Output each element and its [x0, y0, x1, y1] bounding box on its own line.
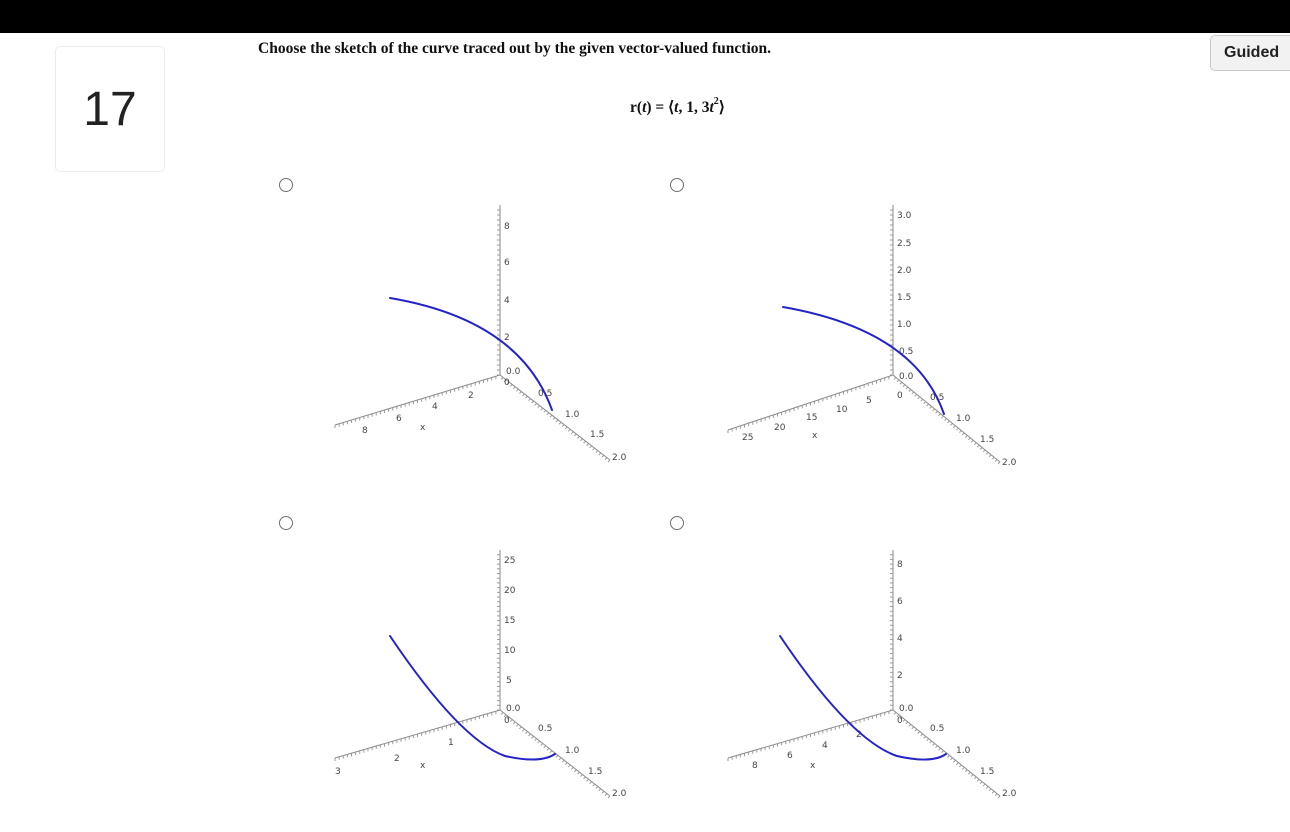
axis-tick-mark — [930, 741, 932, 743]
axis-tick-mark — [983, 450, 985, 452]
axis-tick-mark — [510, 720, 512, 722]
option-a-z-tick-4: 2 — [504, 333, 510, 343]
axis-tick-mark — [903, 720, 905, 722]
axis-tick-mark — [544, 746, 546, 748]
axis-tick-mark — [529, 734, 531, 736]
option-b-y-tick-3: 1.5 — [980, 435, 995, 445]
option-b-origin-label: 0.0 — [899, 372, 914, 382]
option-d-y-tick-4: 2.0 — [1002, 789, 1017, 799]
option-c-y-tick-1: 0.5 — [538, 724, 553, 734]
axis-tick-mark — [550, 751, 552, 753]
axis-tick-mark — [602, 455, 604, 457]
formula-component-x: t — [674, 99, 679, 117]
option-b-y-tick-1: 0.5 — [930, 393, 945, 403]
axis-tick-mark — [927, 739, 929, 741]
option-b-x-tick-5: 5 — [866, 396, 872, 406]
guided-button[interactable]: Guided — [1210, 35, 1290, 71]
option-a-x-tick-2: 6 — [396, 414, 402, 424]
axis-tick-mark — [921, 399, 923, 401]
axis-tick-mark — [992, 791, 994, 793]
axis-tick-mark — [933, 409, 935, 411]
option-d-z-tick-4: 2 — [897, 671, 903, 681]
question-prompt: Choose the sketch of the curve traced out by the given vector-valued function. — [258, 40, 772, 57]
option-c-z-tick-5: 5 — [506, 676, 512, 686]
axis-tick-mark — [568, 765, 570, 767]
option-b-x-tick-2: 20 — [774, 423, 786, 433]
option-c-y-tick-4: 2.0 — [612, 789, 627, 799]
axis-tick-mark — [501, 712, 503, 714]
option-a-z-tick-1: 8 — [504, 222, 510, 232]
option-b-x-tick-3: 15 — [806, 413, 818, 423]
axis-tick-mark — [977, 779, 979, 781]
axis-tick-mark — [950, 423, 952, 425]
axis-tick-mark — [900, 382, 902, 384]
axis-tick-mark — [918, 732, 920, 734]
axis-tick-mark — [559, 758, 561, 760]
axis-tick-mark — [596, 786, 598, 788]
option-a-plot[interactable] — [290, 190, 650, 480]
option-a-y-tick-4: 2.0 — [612, 453, 627, 463]
axis-tick-mark — [974, 443, 976, 445]
axis-tick-mark — [956, 428, 958, 430]
option-c-y-tick-3: 1.5 — [588, 767, 603, 777]
option-a-y-tick-3: 1.5 — [590, 430, 605, 440]
axis-tick-mark — [909, 724, 911, 726]
axis-tick-mark — [593, 448, 595, 450]
option-d-z-tick-1: 8 — [897, 560, 903, 570]
axis-tick-mark — [510, 384, 512, 386]
option-d-curve — [780, 636, 946, 760]
option-b-z-tick-4: 1.5 — [897, 293, 912, 303]
option-a-y-tick-2: 1.0 — [565, 410, 580, 420]
vector-function-formula: r(t) = ⟨t, 1, $3t^2⟩$ — [630, 96, 725, 117]
axis-tick-mark — [953, 426, 955, 428]
axis-tick-mark — [526, 396, 528, 398]
axis-tick-mark — [544, 410, 546, 412]
axis-tick-mark — [986, 786, 988, 788]
formula-component-z: $3t^2$ — [701, 96, 719, 117]
axis-tick-mark — [587, 443, 589, 445]
axis-tick-mark — [513, 387, 515, 389]
option-d-x-tick-2: 6 — [787, 751, 793, 761]
axis-tick-mark — [571, 432, 573, 434]
option-a-x-tick-4: 2 — [468, 391, 474, 401]
axis-tick-mark — [590, 782, 592, 784]
axis-tick-mark — [953, 760, 955, 762]
axis-tick-mark — [995, 794, 997, 796]
axis-tick-mark — [968, 438, 970, 440]
option-d-origin-label: 0.0 — [899, 704, 914, 714]
option-b-curve — [783, 307, 944, 414]
axis-tick-mark — [541, 408, 543, 410]
axis-tick-mark — [535, 739, 537, 741]
option-b-y-tick-2: 1.0 — [956, 414, 971, 424]
axis-tick-mark — [605, 794, 607, 796]
axis-tick-mark — [971, 440, 973, 442]
axis-tick-mark — [532, 736, 534, 738]
axis-tick-mark — [562, 760, 564, 762]
question-number: 17 — [55, 46, 165, 172]
option-b-plot[interactable] — [680, 190, 1040, 480]
axis-tick-mark — [574, 434, 576, 436]
axis-tick-mark — [950, 758, 952, 760]
axis-tick-mark — [930, 406, 932, 408]
formula-component-y: 1 — [686, 99, 694, 117]
option-a-origin-label: 0.0 — [506, 367, 521, 377]
option-c-origin-label: 0.0 — [506, 704, 521, 714]
axis-tick-mark — [909, 390, 911, 392]
axis-tick-mark — [608, 460, 610, 462]
option-c-z-tick-4: 10 — [504, 646, 516, 656]
axis-tick-mark — [522, 729, 524, 731]
axis-tick-mark — [986, 452, 988, 454]
option-b-z-tick-2: 2.5 — [897, 239, 912, 249]
option-b-y-tick-4: 2.0 — [1002, 458, 1017, 468]
axis-tick-mark — [516, 724, 518, 726]
axis-tick-mark — [577, 772, 579, 774]
axis-tick-mark — [894, 377, 896, 379]
axis-tick-mark — [924, 402, 926, 404]
axis-tick-mark — [556, 420, 558, 422]
axis-tick-mark — [912, 392, 914, 394]
axis-tick-mark — [918, 397, 920, 399]
axis-tick-mark — [942, 416, 944, 418]
axis-tick-mark — [532, 401, 534, 403]
option-a-x-label: x — [420, 423, 426, 433]
option-d-y-tick-2: 1.0 — [956, 746, 971, 756]
axis-tick-mark — [501, 377, 503, 379]
axis-tick-mark — [915, 394, 917, 396]
axis-tick-mark — [577, 436, 579, 438]
option-b-z-tick-6: 0.5 — [899, 347, 914, 357]
axis-tick-mark — [959, 431, 961, 433]
axis-tick-mark — [965, 435, 967, 437]
option-c-x-tick-1: 3 — [335, 767, 341, 777]
axis-tick-mark — [571, 767, 573, 769]
option-d-plot[interactable] — [680, 530, 1040, 820]
option-c-z-tick-3: 15 — [504, 616, 516, 626]
option-a-z-tick-3: 4 — [504, 296, 510, 306]
axis-tick-mark — [921, 734, 923, 736]
axis-tick-mark — [983, 784, 985, 786]
axis-tick-mark — [568, 429, 570, 431]
option-c-x-tick-2: 2 — [394, 754, 400, 764]
axis-tick-mark — [992, 457, 994, 459]
axis-tick-mark — [581, 775, 583, 777]
option-d-y-tick-3: 1.5 — [980, 767, 995, 777]
option-c-y-tick-2: 1.0 — [565, 746, 580, 756]
axis-tick-mark — [565, 763, 567, 765]
axis-tick-mark — [995, 460, 997, 462]
axis-tick-mark — [977, 445, 979, 447]
option-b-x-tick-1: 25 — [742, 433, 754, 443]
axis-tick-mark — [584, 441, 586, 443]
axis-tick-mark — [526, 732, 528, 734]
formula-param: t — [642, 99, 647, 117]
axis-tick-mark — [939, 748, 941, 750]
axis-tick-mark — [962, 433, 964, 435]
option-c-z-tick-2: 20 — [504, 586, 516, 596]
axis-tick-mark — [962, 767, 964, 769]
option-d-y-tick-1: 0.5 — [930, 724, 945, 734]
axis-tick-mark — [535, 403, 537, 405]
option-d-x-tick-4: 2 — [856, 730, 862, 740]
option-a-y-tick-1: 0.5 — [538, 389, 553, 399]
axis-tick-mark — [516, 389, 518, 391]
option-b-z-tick-1: 3.0 — [897, 211, 912, 221]
option-d-x-tick-1: 8 — [752, 761, 758, 771]
axis-tick-mark — [556, 755, 558, 757]
option-b-x-label: x — [812, 431, 818, 441]
axis-tick-mark — [989, 789, 991, 791]
axis-tick-mark — [947, 421, 949, 423]
axis-tick-mark — [565, 427, 567, 429]
axis-tick-mark — [974, 777, 976, 779]
axis-tick-mark — [593, 784, 595, 786]
axis-tick-mark — [947, 755, 949, 757]
option-b-y-zero: 0 — [897, 391, 903, 401]
axis-tick-mark — [599, 789, 601, 791]
option-c-curve — [390, 636, 555, 760]
axis-tick-mark — [559, 422, 561, 424]
axis-tick-mark — [894, 712, 896, 714]
axis-tick-mark — [998, 796, 1000, 798]
axis-tick-mark — [522, 394, 524, 396]
option-d-x-tick-3: 4 — [822, 741, 828, 751]
axis-tick-mark — [903, 385, 905, 387]
axis-tick-mark — [968, 772, 970, 774]
option-d-radio[interactable] — [670, 516, 684, 530]
option-b-x-tick-4: 10 — [836, 405, 848, 415]
option-c-y-zero: 0 — [504, 716, 510, 726]
axis-tick-mark — [596, 451, 598, 453]
option-c-x-tick-3: 1 — [448, 738, 454, 748]
axis-tick-mark — [562, 425, 564, 427]
axis-tick-mark — [998, 462, 1000, 464]
axis-tick-mark — [538, 741, 540, 743]
axis-tick-mark — [550, 415, 552, 417]
option-c-radio[interactable] — [279, 516, 293, 530]
axis-tick-mark — [602, 791, 604, 793]
axis-tick-mark — [605, 458, 607, 460]
option-d-x-label: x — [810, 761, 816, 771]
option-b-z-tick-5: 1.0 — [897, 320, 912, 330]
axis-tick-mark — [538, 406, 540, 408]
axis-tick-mark — [939, 414, 941, 416]
option-c-x-label: x — [420, 761, 426, 771]
axis-tick-mark — [590, 446, 592, 448]
axis-tick-mark — [915, 729, 917, 731]
axis-tick-mark — [581, 439, 583, 441]
axis-tick-mark — [989, 455, 991, 457]
axis-tick-mark — [980, 782, 982, 784]
option-c-plot[interactable] — [290, 530, 650, 820]
axis-tick-mark — [956, 763, 958, 765]
axis-tick-mark — [513, 722, 515, 724]
option-a-x-tick-1: 8 — [362, 426, 368, 436]
option-a-y-zero: 0 — [504, 378, 510, 388]
axis-tick-mark — [965, 770, 967, 772]
axis-tick-mark — [906, 387, 908, 389]
option-d-z-tick-3: 4 — [897, 634, 903, 644]
axis-tick-mark — [959, 765, 961, 767]
axis-tick-mark — [942, 751, 944, 753]
axis-tick-mark — [553, 418, 555, 420]
axis-tick-mark — [547, 748, 549, 750]
axis-tick-mark — [541, 743, 543, 745]
option-d-y-zero: 0 — [897, 716, 903, 726]
option-a-z-tick-2: 6 — [504, 258, 510, 268]
option-a-x-tick-3: 4 — [432, 402, 438, 412]
top-bar — [0, 0, 1290, 33]
option-d-z-tick-2: 6 — [897, 597, 903, 607]
axis-tick-mark — [980, 448, 982, 450]
axis-tick-mark — [574, 770, 576, 772]
axis-tick-mark — [547, 413, 549, 415]
axis-tick-mark — [529, 399, 531, 401]
axis-tick-mark — [933, 743, 935, 745]
axis-tick-mark — [599, 453, 601, 455]
axis-tick-mark — [584, 777, 586, 779]
axis-tick-mark — [912, 727, 914, 729]
axis-tick-mark — [906, 722, 908, 724]
axis-tick-mark — [924, 736, 926, 738]
option-b-z-tick-3: 2.0 — [897, 266, 912, 276]
axis-tick-mark — [608, 796, 610, 798]
axis-tick-mark — [936, 746, 938, 748]
axis-tick-mark — [519, 727, 521, 729]
axis-tick-mark — [927, 404, 929, 406]
axis-tick-mark — [587, 779, 589, 781]
axis-tick-mark — [945, 419, 947, 421]
option-c-z-tick-1: 25 — [504, 556, 516, 566]
formula-lhs: r — [630, 99, 637, 117]
axis-tick-mark — [519, 392, 521, 394]
axis-tick-mark — [971, 775, 973, 777]
axis-tick-mark — [936, 411, 938, 413]
